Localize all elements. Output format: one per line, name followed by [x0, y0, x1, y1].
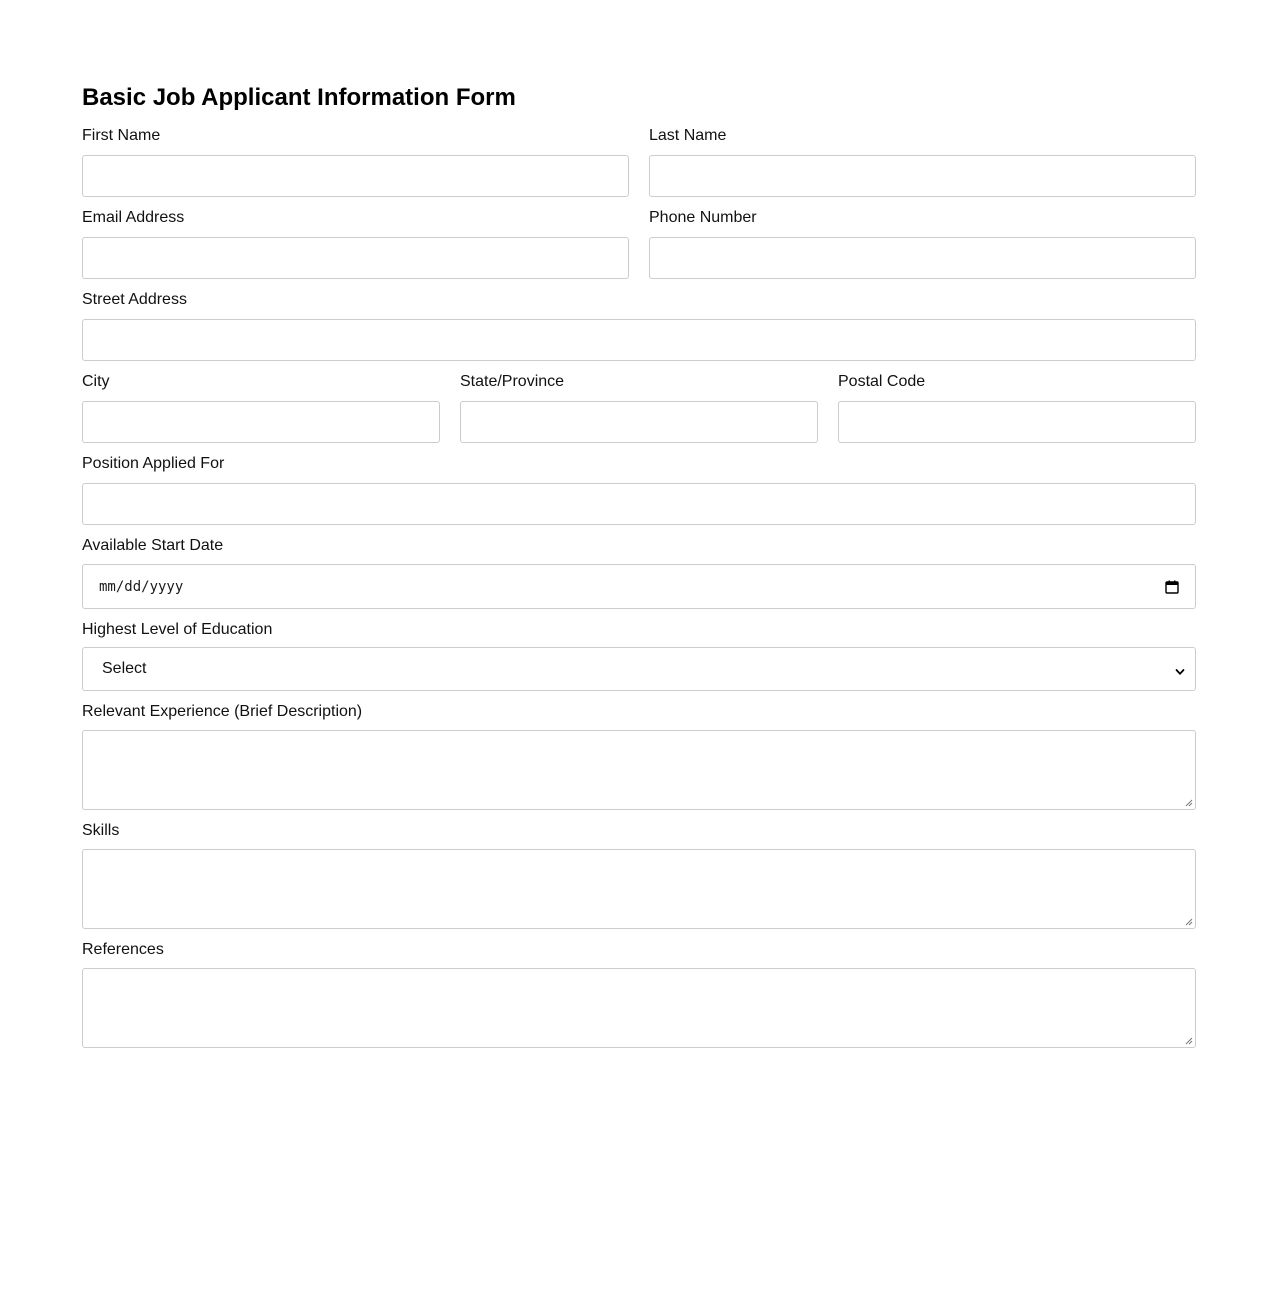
last-name-group	[649, 127, 1196, 197]
first-name-group	[82, 127, 629, 197]
references-textarea[interactable]	[82, 968, 1196, 1048]
education-selected-value: Select	[102, 660, 147, 677]
street-label: Street Address	[82, 291, 187, 308]
date-placeholder: mm/dd/yyyy	[99, 578, 184, 595]
references-row	[82, 941, 1196, 1048]
skills-row	[82, 822, 1196, 929]
first-name-input[interactable]	[82, 155, 629, 197]
experience-label: Relevant Experience (Brief Description)	[82, 703, 363, 720]
education-label: Highest Level of Education	[82, 621, 273, 638]
name-row	[82, 127, 1196, 197]
phone-label: Phone Number	[649, 209, 757, 226]
location-row	[82, 373, 1196, 443]
position-row	[82, 455, 1196, 525]
start-date-label: Available Start Date	[82, 537, 224, 554]
references-group	[82, 941, 1196, 1048]
education-row	[82, 621, 1196, 691]
last-name-input[interactable]	[649, 155, 1196, 197]
email-label: Email Address	[82, 209, 185, 226]
street-row	[82, 291, 1196, 361]
phone-group	[649, 209, 1196, 279]
city-group	[82, 373, 440, 443]
calendar-icon[interactable]	[1165, 580, 1179, 594]
position-label: Position Applied For	[82, 455, 225, 472]
education-select[interactable]	[82, 647, 1196, 691]
start-date-row	[82, 537, 1196, 609]
form-title: Basic Job Applicant Information Form	[82, 84, 516, 111]
city-label: City	[82, 373, 110, 390]
postal-input[interactable]	[838, 401, 1196, 443]
last-name-label: Last Name	[649, 127, 727, 144]
contact-row	[82, 209, 1196, 279]
city-input[interactable]	[82, 401, 440, 443]
state-input[interactable]	[460, 401, 818, 443]
skills-label: Skills	[82, 822, 120, 839]
email-group	[82, 209, 629, 279]
job-applicant-form	[82, 78, 1196, 1048]
start-date-input[interactable]	[82, 564, 1196, 609]
skills-group	[82, 822, 1196, 929]
skills-textarea[interactable]	[82, 849, 1196, 929]
email-input[interactable]	[82, 237, 629, 279]
start-date-group	[82, 537, 1196, 609]
chevron-down-icon	[1175, 664, 1185, 674]
state-group	[460, 373, 818, 443]
state-label: State/Province	[460, 373, 565, 390]
references-label: References	[82, 941, 164, 958]
resize-grip-icon[interactable]	[1185, 1037, 1193, 1045]
experience-group	[82, 703, 1196, 810]
postal-label: Postal Code	[838, 373, 926, 390]
postal-group	[838, 373, 1196, 443]
position-input[interactable]	[82, 483, 1196, 525]
resize-grip-icon[interactable]	[1185, 799, 1193, 807]
phone-input[interactable]	[649, 237, 1196, 279]
street-group	[82, 291, 1196, 361]
first-name-label: First Name	[82, 127, 161, 144]
street-input[interactable]	[82, 319, 1196, 361]
position-group	[82, 455, 1196, 525]
education-group	[82, 621, 1196, 691]
resize-grip-icon[interactable]	[1185, 918, 1193, 926]
experience-textarea[interactable]	[82, 730, 1196, 810]
experience-row	[82, 703, 1196, 810]
